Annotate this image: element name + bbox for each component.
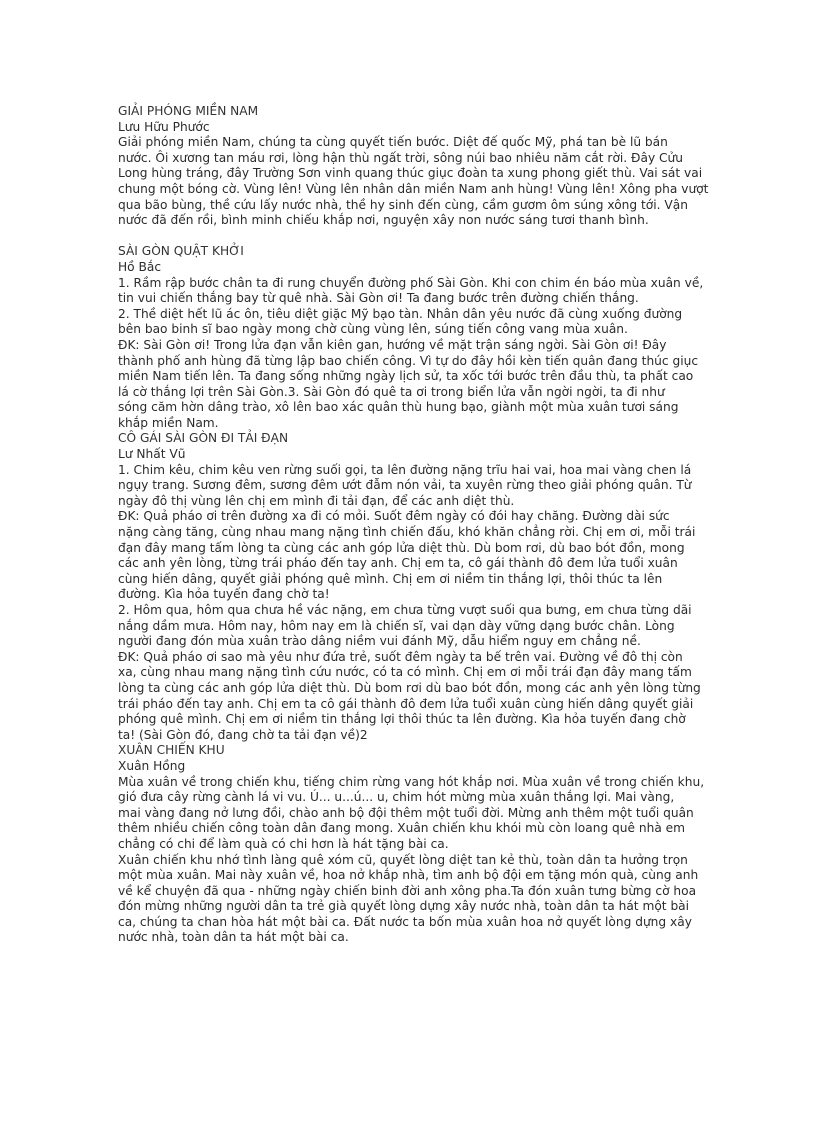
song-xuan-chien-khu: [118, 743, 705, 946]
lyric-line: 1. Rầm rập bước chân ta đi rung chuyển đường phố Sài Gòn. Khi con chim én báo mùa xuân về,: [118, 275, 704, 290]
lyric-line: người đang đón mùa xuân trào dâng niềm vui đánh Mỹ, dẫu hiểm nguy em chẳng nề.: [118, 634, 641, 649]
lyric-line: phóng quê mình. Chị em ơi niềm tin thắng lợi thôi thúc ta lên đường. Kìa hỏa tuyến đang chờ: [118, 712, 686, 727]
lyric-line: qua bão bùng, thề cứu lấy nước nhà, thề hy sinh đến cùng, cầm gươm ôm súng xông tới. Vận: [118, 197, 688, 212]
lyric-line: ĐK: Sài Gòn ơi! Trong lửa đạn vẫn kiên gan, hướng về mặt trận sáng ngời. Sài Gòn ơi! Đây: [118, 337, 667, 352]
song-title: CÔ GÁI SÀI GÒN ĐI TẢI ĐẠN: [118, 431, 289, 446]
song-author: Hồ Bắc: [118, 259, 162, 274]
lyric-line: lòng ta cùng các anh góp lửa diệt thù. Dù bom rơi dù bao bót đồn, mong các anh yên lòng từng: [118, 680, 701, 695]
song-title: XUÂN CHIẾN KHU: [118, 743, 225, 758]
lyric-line: Xuân chiến khu nhớ tình làng quê xóm cũ, quyết lòng diệt tan kẻ thù, toàn dân ta hưởng trọn: [118, 852, 688, 867]
lyric-line: gió đưa cây rừng cành lá vi vu. Ú... u...ú... u, chim hót mừng mùa xuân thắng lợi. Mai vàng,: [118, 790, 675, 805]
song-sai-gon-quat-khoi: [118, 244, 704, 431]
lyric-line: ca, chúng ta chan hòa hát một bài ca. Đất nước ta bốn mùa xuân hoa nở quyết lòng dựng xây: [118, 914, 692, 929]
lyric-line: chẳng có chi để làm quà có chi hơn là hát tặng bài ca.: [118, 836, 449, 851]
lyric-line: miền Nam tiến lên. Ta đang sống những ngày lịch sử, ta xốc tới bước trên đầu thù, ta phất cao: [118, 369, 694, 384]
lyric-line: 2. Thề diệt hết lũ ác ôn, tiêu diệt giặc Mỹ bạo tàn. Nhân dân yêu nước đã cùng xuống đường: [118, 306, 683, 321]
lyric-line: Long hùng tráng, đây Trường Sơn vinh quang thúc giục đoàn ta xung phong giết thù. Vai sát vai: [118, 166, 703, 181]
lyric-line: 1. Chim kêu, chim kêu ven rừng suối gọi, ta lên đường nặng trĩu hai vai, hoa mai vàng chen lá: [118, 462, 692, 477]
lyric-line: nước. Ôi xương tan máu rơi, lòng hận thù ngất trời, sông núi bao nhiêu năm cắt rời. Đây Cửu: [118, 150, 683, 165]
lyric-line: đường. Kìa hỏa tuyến đang chờ ta!: [118, 587, 330, 602]
lyric-line: đón mừng những người dân ta trẻ già quyết lòng dựng xây nước nhà, toàn dân ta hát một bài: [118, 899, 690, 914]
song-title: GIẢI PHÓNG MIỀN NAM: [118, 104, 259, 118]
lyric-line: nắng dầm mưa. Hôm nay, hôm nay em là chiến sĩ, vai dạn dày vững dạng bước chân. Lòng: [118, 618, 675, 633]
lyric-line: Giải phóng miền Nam, chúng ta cùng quyết tiến bước. Diệt đế quốc Mỹ, phá tan bè lũ bán: [118, 135, 668, 150]
lyric-line: ĐK: Quả pháo ơi sao mà yêu như đứa trẻ, suốt đêm ngày ta bế trên vai. Đường về đô thị còn: [118, 649, 683, 664]
song-author: Lư Nhất Vũ: [118, 447, 186, 462]
lyric-line: đạn đây mang tấm lòng ta cùng các anh góp lửa diệt thù. Dù bom rơi, dù bao bót đồn, mong: [118, 540, 685, 555]
lyric-line: nước đã đến rồi, bình minh chiếu khắp nơi, nguyện xây non nước sáng tươi thanh bình.: [118, 213, 649, 228]
lyric-line: tin vui chiến thắng bay từ quê nhà. Sài Gòn ơi! Ta đang bước trên đường chiến thắng.: [118, 291, 639, 306]
song-author: Xuân Hồng: [118, 758, 186, 773]
lyric-line: cùng hiến dâng, quyết giải phóng quê mình. Chị em ơi niềm tin thắng lợi, thôi thúc ta lên: [118, 571, 663, 586]
lyric-line: mai vàng đang nở lưng đồi, chào anh bộ đội thêm một tuổi đời. Mừng anh thêm một tuổi quân: [118, 805, 694, 820]
lyric-line: bên bao binh sĩ bao ngày mong chờ cùng vùng lên, súng tiến công vang mùa xuân.: [118, 322, 628, 337]
lyric-line: sóng căm hờn dâng trào, xô lên bao xác quân thù hung bạo, giành một mùa xuân tươi sáng: [118, 400, 679, 415]
lyric-line: nặng càng tăng, cùng nhau mang nặng tình chiến đấu, khó khăn chẳng rời. Chị em ơi, mỗi trái: [118, 525, 696, 540]
paragraph-gap: [118, 229, 698, 245]
lyric-line: trái pháo đến tay anh. Chị em ta cô gái thành đô đem lửa tuổi xuân cùng hiến dâng quyết giải: [118, 696, 694, 711]
document-page: [118, 104, 709, 946]
lyric-line: các anh yên lòng, từng trái pháo đến tay anh. Chị em ta, cô gái thành đô đem lửa tuổi xuân: [118, 556, 678, 571]
lyric-line: ta! (Sài Gòn đó, đang chờ ta tải đạn về)2: [118, 727, 368, 742]
lyric-line: ĐK: Quả pháo ơi trên đường xa đi có mỏi. Suốt đêm ngày có đói hay chăng. Đường dài sức: [118, 509, 670, 524]
lyric-line: 2. Hôm qua, hôm qua chưa hề vác nặng, em chưa từng vượt suối qua bưng, em chưa từng dãi: [118, 603, 692, 617]
lyric-line: nước nhà, toàn dân ta hát một bài ca.: [118, 930, 349, 945]
lyric-line: khắp miền Nam.: [118, 415, 219, 430]
song-author: Lưu Hữu Phước: [118, 119, 210, 134]
lyric-line: chung một bóng cờ. Vùng lên! Vùng lên nhân dân miền Nam anh hùng! Vùng lên! Xông pha vượt: [118, 181, 709, 196]
lyric-line: ngụy trang. Sương đêm, sương đêm ướt đẫm nón vải, ta xuyên rừng theo giải phóng quân. Từ: [118, 478, 692, 493]
lyric-line: xa, cùng nhau mang nặng tình cứu nước, có ta có mình. Chị em ơi mỗi trái đạn đây mang tấm: [118, 665, 692, 680]
song-title: SÀI GÒN QUẬT KHỞI: [118, 244, 244, 259]
lyric-line: thành phố anh hùng đã từng lập bao chiến công. Vì tự do đây hồi kèn tiến quân đang thúc giục: [118, 353, 699, 368]
lyric-line: thêm nhiều chiến công toàn dân đang mong. Xuân chiến khu khói mù còn loang quê nhà em: [118, 821, 686, 836]
lyric-line: về kể chuyện đã qua - những ngày chiến binh đời anh xông pha.Ta đón xuân tưng bừng cờ hoa: [118, 883, 697, 898]
lyric-line: lá cờ thắng lợi trên Sài Gòn.3. Sài Gòn đó quê ta ơi trong biển lửa vẫn ngời ngời, ta đi như: [118, 384, 665, 399]
lyric-line: một mùa xuân. Mai này xuân về, hoa nở khắp nhà, tìm anh bộ đội em tặng món quà, cùng anh: [118, 868, 699, 883]
song-giai-phong-mien-nam: [118, 104, 709, 229]
lyric-line: ngày đô thị vùng lên chị em mình đi tải đạn, để các anh diệt thù.: [118, 493, 515, 508]
lyric-line: Mùa xuân về trong chiến khu, tiếng chim rừng vang hót khắp nơi. Mùa xuân về trong chiến khu,: [118, 774, 705, 789]
song-co-gai-sai-gon-di-tai-dan: [118, 431, 701, 743]
